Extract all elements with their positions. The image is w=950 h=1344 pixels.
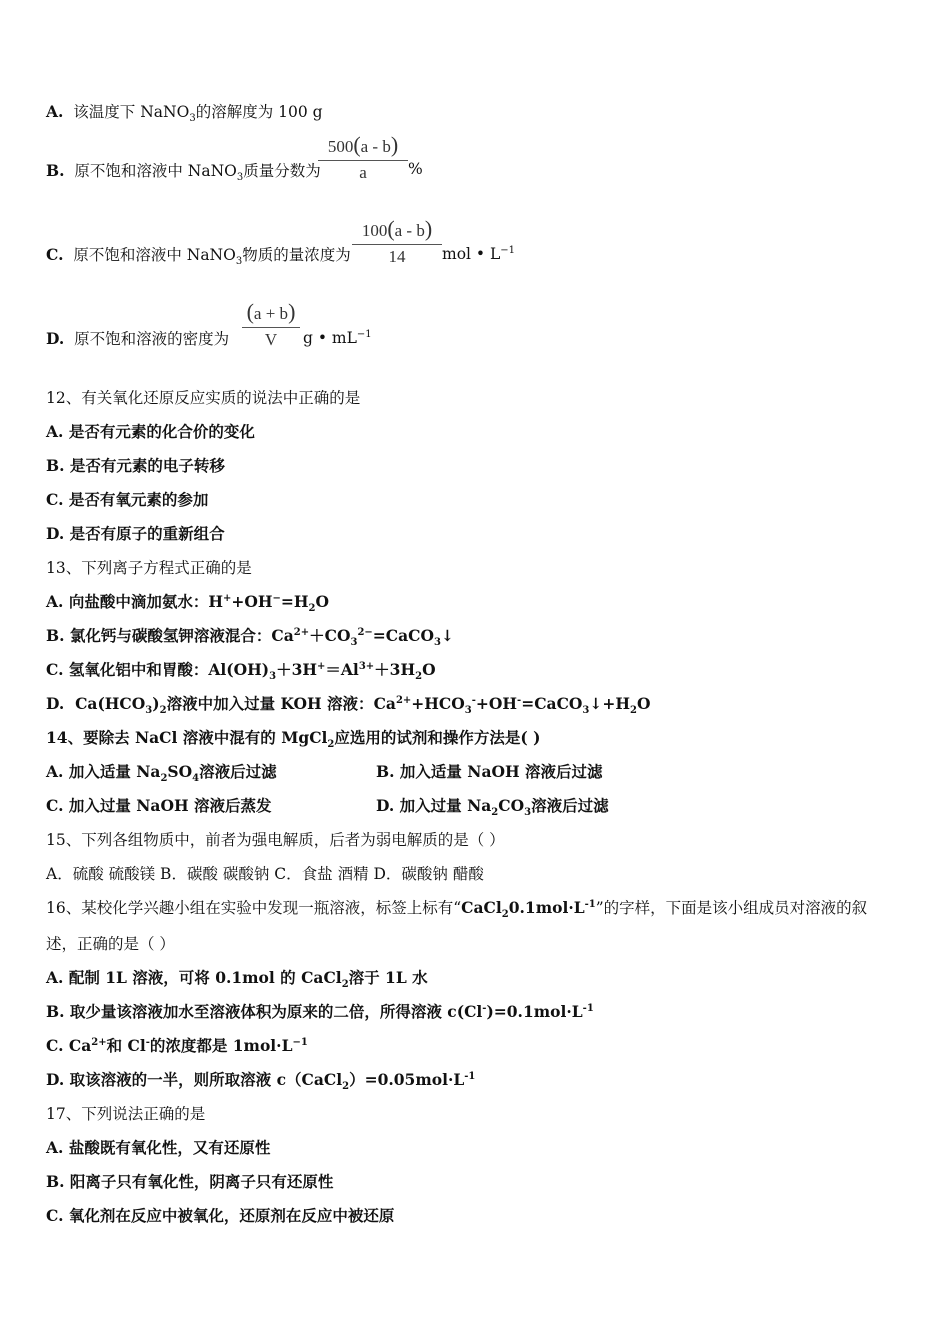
q17-stem: 17、下列说法正确的是 [46,1105,206,1123]
q11-d-fraction: (a + b) V [242,299,300,350]
q16-stem: 16、某校化学兴趣小组在实验中发现一瓶溶液，标签上标有“$CaCl_20.1mol\cdot L^{-1}$”的字样，下面是该小组成员对溶液的叙 [46,898,868,921]
q15-options: A．硫酸 硫酸镁 B．碳酸 碳酸钠 C．食盐 酒精 D．碳酸钠 醋酸 [46,865,484,883]
q13-option-b: B. 氯化钙与碳酸氢钾溶液混合：$Ca^{2+}+CO_3^{2-}=CaCO_3↓$ [46,626,454,649]
q17-option-b: B. 阳离子只有氧化性，阴离子只有还原性 [46,1172,334,1191]
q11-option-c: C. 原不饱和溶液中 NaNO$_3$物质的量浓度为 [46,245,351,268]
q12-option-a: A. 是否有元素的化合价的变化 [46,422,255,441]
q12-option-c: C. 是否有氧元素的参加 [46,490,209,509]
q16-stem-line2: 述，正确的是（ ） [46,935,175,953]
q11-option-d: D. 原不饱和溶液的密度为 [46,329,230,348]
q16-option-c: C. $Ca^{2+}$和 Cl-的浓度都是 $1mol\cdot L^{-1}$ [46,1036,308,1055]
q13-stem: 13、下列离子方程式正确的是 [46,559,252,577]
q11-b-unit: % [408,160,423,178]
q17-option-a: A. 盐酸既有氧化性，又有还原性 [46,1138,271,1157]
q11-d-unit: g • $mL^{-1}$ [303,328,372,347]
q11-option-a: A. 该温度下 NaNO$_3$的溶解度为 100 g [46,102,323,125]
q11-c-unit: mol • $L^{-1}$ [442,244,516,263]
q13-option-c: C. 氢氧化铝中和胃酸：$Al(OH)_3+3H^+=Al^{3+}+3H_2O$ [46,660,436,683]
q11-option-b: B. 原不饱和溶液中 NaNO$_3$质量分数为 [46,161,321,184]
q11-c-fraction: 100(a - b) 14 [352,216,442,267]
q14-stem: 14、要除去 NaCl 溶液中混有的 MgCl$_2$应选用的试剂和操作方法是( ) [46,728,541,751]
q16-option-b: B. 取少量该溶液加水至溶液体积为原来的二倍，所得溶液 $c(Cl^-)=0.1mol\cdot L^{-1}$ [46,1002,594,1021]
q15-stem: 15、下列各组物质中，前者为强电解质，后者为弱电解质的是（ ） [46,831,505,849]
q16-option-a: A. 配制 1L 溶液，可将 0.1mol 的 CaCl$_2$溶于 1L 水 [46,968,428,991]
q12-option-d: D. 是否有原子的重新组合 [46,524,225,543]
q11-b-fraction: 500(a - b) a [318,132,408,183]
q17-option-c: C. 氧化剂在反应中被氧化，还原剂在反应中被还原 [46,1206,395,1225]
q14-option-a: A. 加入适量 $Na_2SO_4$溶液后过滤 [46,762,277,785]
q14-option-c: C. 加入过量 NaOH 溶液后蒸发 [46,796,272,815]
q12-stem: 12、有关氧化还原反应实质的说法中正确的是 [46,389,361,407]
q14-option-b: B. 加入适量 NaOH 溶液后过滤 [376,762,603,781]
q13-option-a: A. 向盐酸中滴加氨水：$H^++OH^-=H_2O$ [46,592,330,615]
q12-option-b: B. 是否有元素的电子转移 [46,456,225,475]
q14-option-d: D. 加入过量 $Na_2CO_3$溶液后过滤 [376,796,609,819]
q13-option-d: D. $Ca(HCO_3)_2$溶液中加入过量 KOH 溶液：$Ca^{2+}+HCO_3^-+OH^-=CaCO_3↓+H_2O$ [46,694,651,717]
q16-option-d: D. 取该溶液的一半，则所取溶液 $c(CaCl_2)=0.05mol\cdot L^{-1}$ [46,1070,476,1093]
